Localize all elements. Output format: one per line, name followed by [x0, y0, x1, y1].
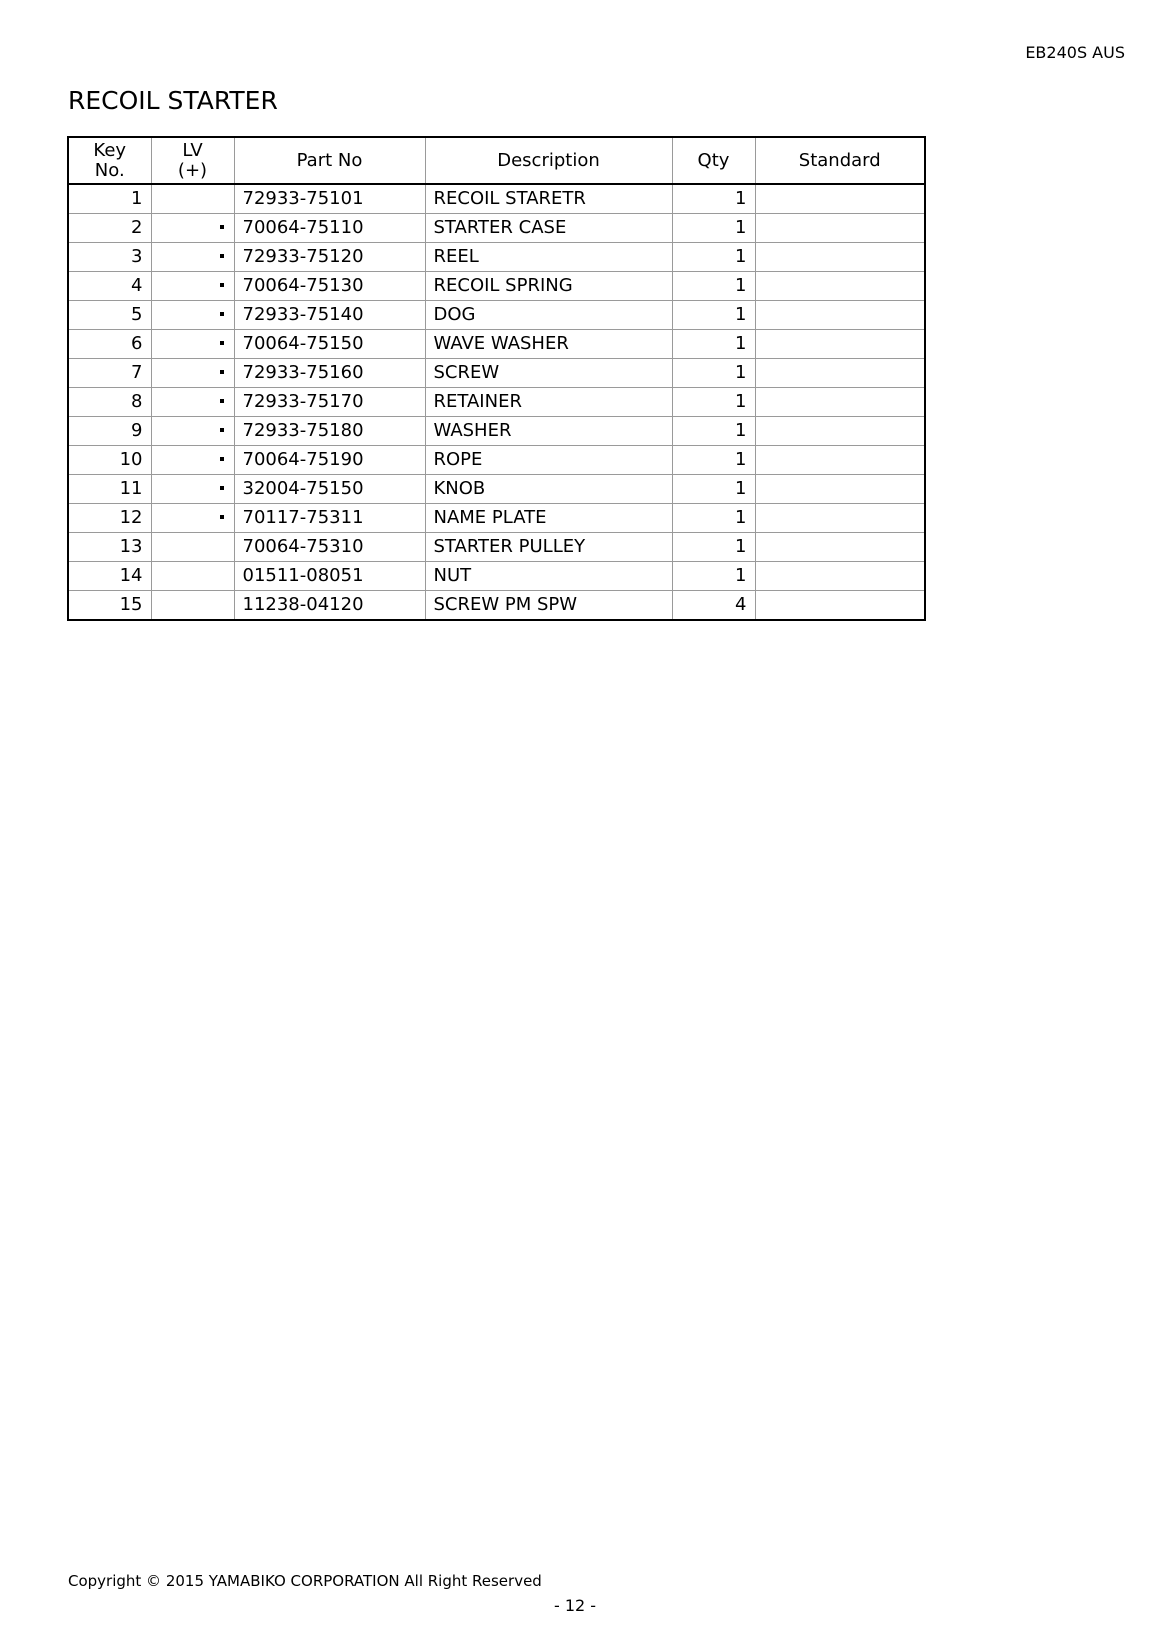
cell-standard: [755, 330, 925, 359]
cell-description: SCREW PM SPW: [425, 591, 672, 621]
table-row: [68, 214, 925, 243]
table-row: [68, 562, 925, 591]
cell-standard: [755, 243, 925, 272]
column-header-qty: Qty: [672, 137, 755, 184]
cell-lv: [151, 272, 234, 301]
cell-qty: 4: [672, 591, 755, 621]
cell-description: NUT: [425, 562, 672, 591]
table-row: [68, 504, 925, 533]
cell-qty: 1: [672, 272, 755, 301]
cell-lv: [151, 330, 234, 359]
cell-standard: [755, 533, 925, 562]
cell-part-no: 70117-75311: [234, 504, 425, 533]
cell-lv: [151, 417, 234, 446]
cell-lv: [151, 301, 234, 330]
table-row: [68, 446, 925, 475]
lv-bullet-icon: [220, 341, 224, 345]
cell-key-no: 6: [68, 330, 151, 359]
cell-key-no: 8: [68, 388, 151, 417]
page-number: - 12 -: [553, 1596, 597, 1615]
lv-bullet-icon: [220, 515, 224, 519]
cell-key-no: 7: [68, 359, 151, 388]
column-header-key-line2: No.: [94, 159, 125, 181]
column-header-lv-line2: (+): [177, 159, 208, 181]
cell-standard: [755, 184, 925, 214]
cell-description: RETAINER: [425, 388, 672, 417]
lv-bullet-icon: [220, 312, 224, 316]
cell-part-no: 32004-75150: [234, 475, 425, 504]
cell-qty: 1: [672, 184, 755, 214]
cell-part-no: 72933-75140: [234, 301, 425, 330]
cell-standard: [755, 388, 925, 417]
cell-qty: 1: [672, 214, 755, 243]
table-row: [68, 243, 925, 272]
cell-key-no: 5: [68, 301, 151, 330]
cell-part-no: 72933-75160: [234, 359, 425, 388]
table-row: [68, 330, 925, 359]
table-row: [68, 475, 925, 504]
cell-key-no: 3: [68, 243, 151, 272]
page-title: RECOIL STARTER: [68, 86, 278, 115]
cell-key-no: 2: [68, 214, 151, 243]
column-header-lv: [151, 137, 234, 184]
cell-description: RECOIL SPRING: [425, 272, 672, 301]
parts-table: [67, 136, 926, 621]
cell-description: KNOB: [425, 475, 672, 504]
cell-part-no: 72933-75180: [234, 417, 425, 446]
table-row: [68, 272, 925, 301]
cell-part-no: 72933-75170: [234, 388, 425, 417]
cell-key-no: 11: [68, 475, 151, 504]
table-row: [68, 184, 925, 214]
cell-description: DOG: [425, 301, 672, 330]
cell-part-no: 70064-75310: [234, 533, 425, 562]
cell-standard: [755, 214, 925, 243]
cell-lv: [151, 475, 234, 504]
cell-description: WASHER: [425, 417, 672, 446]
lv-bullet-icon: [220, 457, 224, 461]
header-row: [68, 137, 925, 184]
cell-lv: [151, 243, 234, 272]
cell-lv: [151, 562, 234, 591]
copyright-notice: Copyright © 2015 YAMABIKO CORPORATION All Right Reserved: [68, 1572, 542, 1590]
cell-description: STARTER CASE: [425, 214, 672, 243]
cell-key-no: 9: [68, 417, 151, 446]
cell-qty: 1: [672, 504, 755, 533]
table-row: [68, 388, 925, 417]
lv-bullet-icon: [220, 370, 224, 374]
cell-standard: [755, 591, 925, 621]
cell-description: NAME PLATE: [425, 504, 672, 533]
cell-standard: [755, 504, 925, 533]
column-header-key-line1: Key: [93, 139, 127, 161]
column-header-part-no: Part No: [234, 137, 425, 184]
cell-part-no: 11238-04120: [234, 591, 425, 621]
cell-standard: [755, 301, 925, 330]
column-header-key-no: [68, 137, 151, 184]
cell-qty: 1: [672, 330, 755, 359]
cell-lv: [151, 184, 234, 214]
cell-qty: 1: [672, 417, 755, 446]
cell-qty: 1: [672, 533, 755, 562]
cell-qty: 1: [672, 475, 755, 504]
cell-lv: [151, 533, 234, 562]
cell-lv: [151, 359, 234, 388]
cell-standard: [755, 417, 925, 446]
cell-qty: 1: [672, 359, 755, 388]
column-header-lv-line1: LV: [182, 139, 203, 161]
cell-lv: [151, 214, 234, 243]
model-code: EB240S AUS: [1025, 43, 1125, 62]
cell-key-no: 4: [68, 272, 151, 301]
cell-lv: [151, 446, 234, 475]
cell-key-no: 10: [68, 446, 151, 475]
cell-lv: [151, 388, 234, 417]
cell-part-no: 70064-75130: [234, 272, 425, 301]
cell-qty: 1: [672, 301, 755, 330]
cell-part-no: 70064-75190: [234, 446, 425, 475]
table-row: [68, 359, 925, 388]
cell-key-no: 15: [68, 591, 151, 621]
cell-part-no: 70064-75150: [234, 330, 425, 359]
cell-description: ROPE: [425, 446, 672, 475]
cell-standard: [755, 475, 925, 504]
table-row: [68, 417, 925, 446]
cell-lv: [151, 504, 234, 533]
cell-description: SCREW: [425, 359, 672, 388]
cell-qty: 1: [672, 243, 755, 272]
column-header-standard: Standard: [755, 137, 925, 184]
lv-bullet-icon: [220, 428, 224, 432]
cell-part-no: 72933-75120: [234, 243, 425, 272]
parts-table-header: [68, 137, 925, 184]
table-row: [68, 591, 925, 621]
lv-bullet-icon: [220, 399, 224, 403]
table-row: [68, 301, 925, 330]
cell-key-no: 1: [68, 184, 151, 214]
cell-part-no: 70064-75110: [234, 214, 425, 243]
lv-bullet-icon: [220, 225, 224, 229]
cell-standard: [755, 359, 925, 388]
cell-key-no: 12: [68, 504, 151, 533]
cell-key-no: 14: [68, 562, 151, 591]
cell-description: STARTER PULLEY: [425, 533, 672, 562]
cell-standard: [755, 272, 925, 301]
cell-description: WAVE WASHER: [425, 330, 672, 359]
cell-part-no: 72933-75101: [234, 184, 425, 214]
column-header-description: Description: [425, 137, 672, 184]
cell-qty: 1: [672, 562, 755, 591]
lv-bullet-icon: [220, 254, 224, 258]
cell-qty: 1: [672, 446, 755, 475]
cell-qty: 1: [672, 388, 755, 417]
cell-description: RECOIL STARETR: [425, 184, 672, 214]
table-row: [68, 533, 925, 562]
cell-lv: [151, 591, 234, 621]
cell-part-no: 01511-08051: [234, 562, 425, 591]
parts-table-body: [68, 184, 925, 620]
cell-description: REEL: [425, 243, 672, 272]
cell-standard: [755, 562, 925, 591]
cell-standard: [755, 446, 925, 475]
lv-bullet-icon: [220, 283, 224, 287]
lv-bullet-icon: [220, 486, 224, 490]
cell-key-no: 13: [68, 533, 151, 562]
